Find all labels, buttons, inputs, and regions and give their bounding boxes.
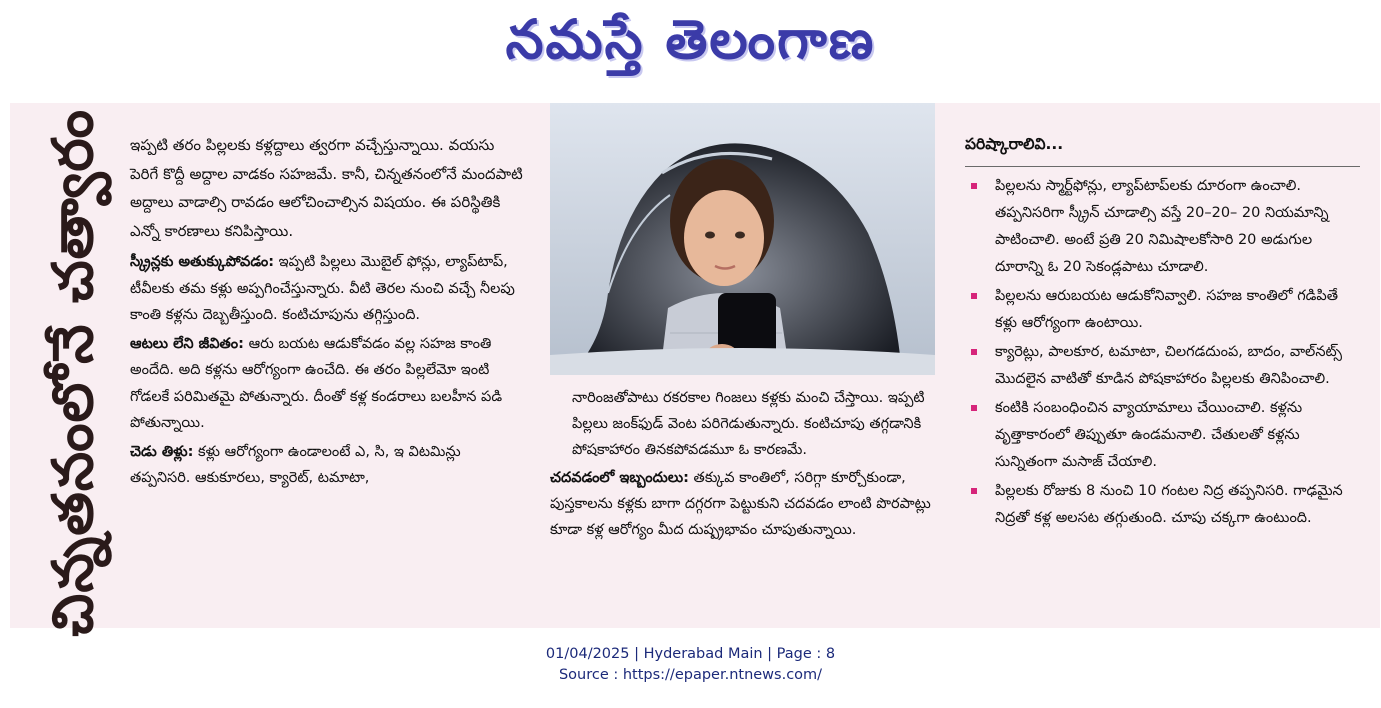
solutions-list — [965, 173, 1360, 532]
section-paragraph — [550, 465, 942, 543]
section-text: తక్కువ కాంతిలో, సరిగ్గా కూర్చోకుండా, పుస్తకాలను కళ్లకు బాగా దగ్గరగా పెట్టుకుని చదవడం లాంటి పొరపాట్లు కూడా కళ్ల ఆరోగ్యం మీద దుష్ప్రభావం చూపుతున్నాయి. — [550, 470, 931, 538]
divider — [965, 166, 1360, 167]
section-title: ఆటలు లేని జీవితం: — [130, 335, 244, 352]
section-paragraph — [130, 249, 525, 329]
section-title: చెడు తిళ్లు: — [130, 443, 194, 460]
list-item-text: పిల్లలను ఆరుబయట ఆడుకోనివ్వాలి. సహజ కాంతిలో గడిపితే కళ్లు ఆరోగ్యంగా ఉంటాయి. — [995, 288, 1338, 331]
column-1 — [130, 131, 525, 492]
bullet-icon — [971, 293, 977, 299]
headline-text: చిన్నతనంలోనే చత్వారం — [41, 109, 106, 637]
bullet-icon — [971, 405, 977, 411]
list-item — [965, 339, 1360, 393]
list-item — [965, 478, 1360, 532]
list-item-text: పిల్లలకు రోజుకు 8 నుంచి 10 గంటల నిద్ర తప్పనిసరి. గాఢమైన నిద్రతో కళ్ల అలసట తగ్గుతుంది. చూపు చక్కగా ఉంటుంది. — [995, 483, 1343, 526]
newspaper-logo: నమస్తే తెలంగాణ — [505, 7, 876, 71]
section-text: ఆరు బయట ఆడుకోవడం వల్ల సహజ కాంతి అందేది. అది కళ్లను ఆరోగ్యంగా ఉంచేది. ఈ తరం పిల్లలేమో ఇంటి గోడలకే పరిమితమై పోతున్నారు. దీంతో కళ్ల కండరాలు బలహీన పడి పోతున్నాయి. — [130, 335, 503, 431]
list-item-text: కంటికి సంబంధించిన వ్యాయామాలు చేయించాలి. కళ్లను వృత్తాకారంలో తిప్పుతూ ఉండమనాలి. చేతులతో కళ్లను సున్నితంగా మసాజ్ చేయాలి. — [995, 400, 1303, 470]
edition-info: 01/04/2025 | Hyderabad Main | Page : 8 — [545, 646, 836, 662]
footer — [0, 644, 1381, 686]
section-text: కళ్లు ఆరోగ్యంగా ఉండాలంటే ఎ, సి, ఇ విటమిన్లు తప్పనిసరి. ఆకుకూరలు, క్యారెట్, టమాటా, — [130, 443, 461, 486]
continuation-paragraph: నారింజతోపాటు రకరకాల గింజలు కళ్లకు మంచి చేస్తాయి. ఇప్పటి పిల్లలు జంక్‌ఫుడ్ వెంట పరిగెడుతున్నారు. కంటిచూపు తగ్గడానికి పోషకాహారం తినకపోవడమూ ఓ కారణమే. — [572, 390, 925, 458]
source-link[interactable]: Source : https://epaper.ntnews.com/ — [558, 667, 823, 683]
bullet-icon — [971, 183, 977, 189]
list-item — [965, 283, 1360, 337]
section-paragraph — [130, 331, 525, 437]
list-item — [965, 173, 1360, 281]
bullet-icon — [971, 488, 977, 494]
solutions-heading: పరిష్కారాలివి... — [965, 135, 1064, 153]
list-item-text: పిల్లలను స్మార్ట్‌ఫోన్లు, ల్యాప్‌టాప్‌లకు దూరంగా ఉంచాలి. తప్పనిసరిగా స్క్రీన్ చూడాల్సి వస్తే 20–20– 20 నియమాన్ని పాటించాలి. అంటే ప్రతి 20 నిమిషాలకోసారి 20 అడుగుల దూరాన్ని ఓ 20 సెకండ్లపాటు చూడాలి. — [995, 178, 1329, 275]
solutions-box — [965, 131, 1360, 534]
intro-paragraph: ఇప్పటి తరం పిల్లలకు కళ్లద్దాలు త్వరగా వచ్చేస్తున్నాయి. వయసు పెరిగే కొద్దీ అద్దాల వాడకం సహజమే. కానీ, చిన్నతనంలోనే మందపాటి అద్దాలు వాడాల్సి రావడం ఆలోచించాల్సిన విషయం. ఈ పరిస్థితికి ఎన్నో కారణాలు కనిపిస్తాయి. — [130, 136, 523, 240]
headline — [22, 109, 126, 637]
bullet-icon — [971, 349, 977, 355]
section-text: ఇప్పటి పిల్లలు మొబైల్ ఫోన్లు, ల్యాప్‌టాప్, టీవీలకు తమ కళ్లు అప్పగించేస్తున్నారు. వీటి తెరల నుంచి వచ్చే నీలపు కాంతి కళ్లను దెబ్బతీస్తుంది. కంటిచూపును తగ్గిస్తుంది. — [130, 254, 515, 323]
section-title: స్క్రీన్లకు అతుక్కుపోవడం: — [130, 254, 274, 270]
column-2 — [550, 385, 942, 543]
child-under-blanket-illustration — [550, 103, 935, 375]
article-clipping — [10, 103, 1380, 637]
list-item-text: క్యారెట్లు, పాలకూర, టమాటా, చిలగడదుంప, బాదం, వాల్‌నట్స్ మొదలైన వాటితో కూడిన పోషకాహారం పిల్లలకు తినిపించాలి. — [995, 344, 1342, 387]
article-photo — [550, 103, 935, 375]
section-paragraph — [130, 439, 525, 492]
section-title: చదవడంలో ఇబ్బందులు: — [550, 470, 689, 486]
masthead — [0, 0, 1381, 100]
list-item — [965, 395, 1360, 476]
